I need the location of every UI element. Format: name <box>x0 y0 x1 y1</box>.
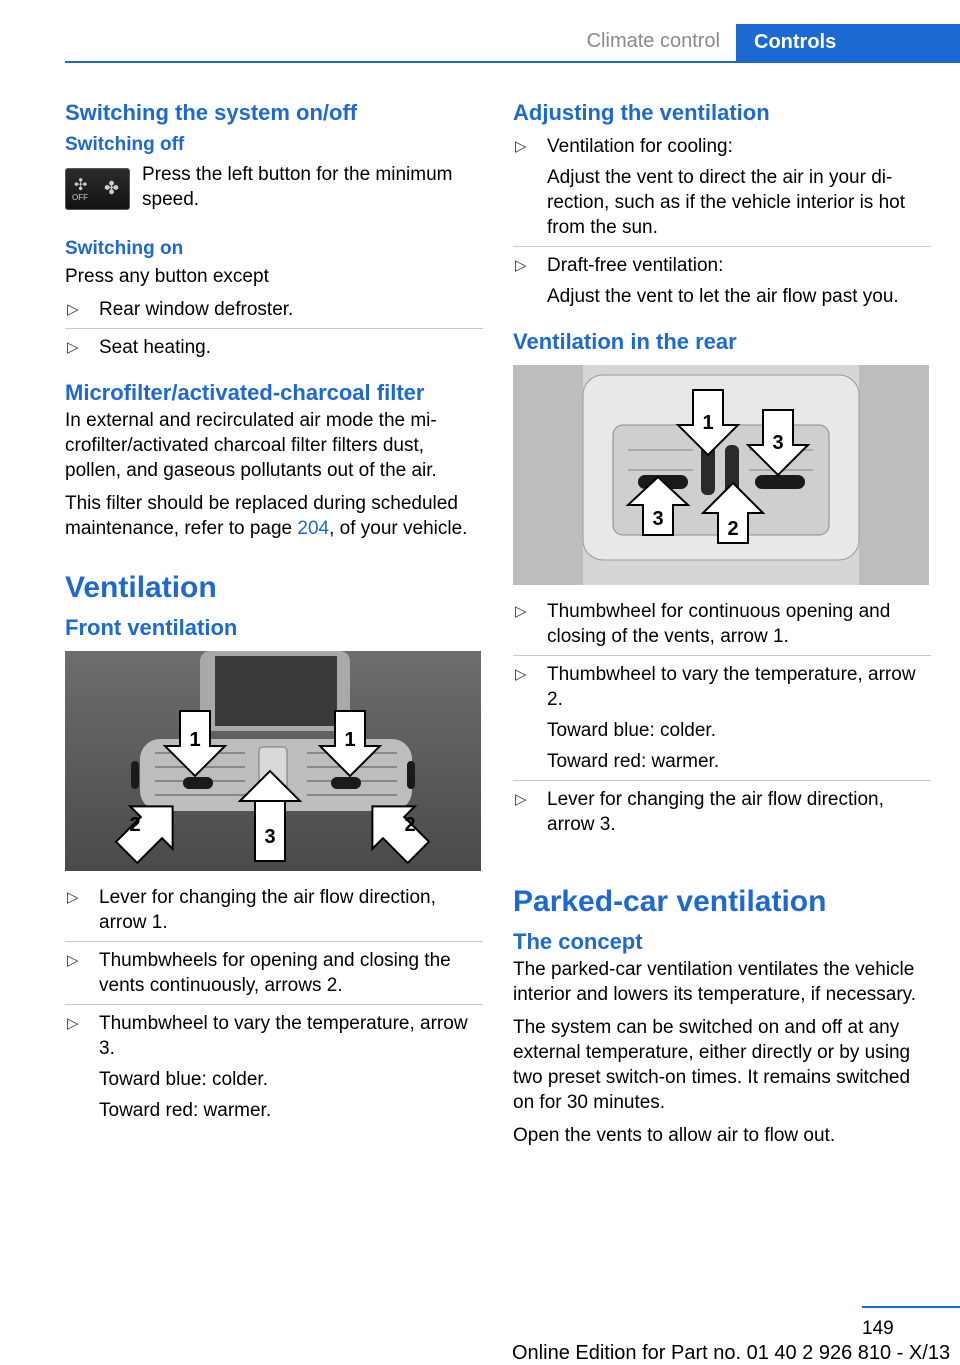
filter-heading: Microfilter/activated-charcoal filter <box>65 380 425 405</box>
left-column <box>65 100 483 1139</box>
right-column <box>513 100 931 1156</box>
bullet-triangle-icon: ▷ <box>515 138 527 155</box>
list-item: ▷ Ventilation for cooling: Adjust the vent to direct the air in your direction, such as if the vehicle interior is hot from the sun. <box>513 134 931 247</box>
page-link[interactable]: 204 <box>297 518 330 539</box>
bullet-triangle-icon: ▷ <box>67 339 79 356</box>
edition-footer: Online Edition for Part no. 01 40 2 926 810 - X/13 <box>512 1342 951 1364</box>
switching-system-heading: Switching the system on/off <box>65 100 358 125</box>
list-item: ▷ Draft-free ventilation: Adjust the vent to let the air flow past you. <box>515 255 899 307</box>
list-item: ▷ Lever for changing the air flow direction, arrow 3. <box>515 789 884 835</box>
filter-paragraph-2: This filter should be replaced during scheduled maintenance, refer to page 204, of your vehicle. <box>65 493 468 539</box>
figure-label: 1 <box>189 729 201 751</box>
figure-label: 3 <box>264 826 276 848</box>
parked-paragraph-3: Open the vents to allow air to flow out. <box>513 1125 836 1146</box>
switching-off-text: Press the left button for the minimum speed. <box>142 164 453 210</box>
front-ventilation-heading: Front ventilation <box>65 615 238 640</box>
bullet-triangle-icon: ▷ <box>67 889 79 906</box>
switching-on-list <box>65 297 483 366</box>
figure-label: 2 <box>727 518 739 540</box>
bullet-triangle-icon: ▷ <box>515 603 527 620</box>
footer-rule <box>862 1306 960 1308</box>
list-item: ▷ Rear window defroster. <box>65 297 483 329</box>
figure-label: 1 <box>702 412 714 434</box>
page-header <box>65 24 960 63</box>
rear-ventilation-figure <box>513 365 929 585</box>
filter-paragraph-1: In external and recirculated air mode the microfilter/activated charcoal filter filters dust, pollen, and gaseous pollutants out of the air. <box>65 410 437 481</box>
list-item: ▷ Lever for changing the air flow direction, arrow 1. <box>65 885 483 942</box>
list-item: ▷ Thumbwheel to vary the temperature, arrow 3. Toward blue: colder. Toward red: warmer. <box>67 1013 468 1121</box>
bullet-triangle-icon: ▷ <box>515 666 527 683</box>
header-section-title: Climate control <box>586 30 720 52</box>
bullet-triangle-icon: ▷ <box>515 257 527 274</box>
adjusting-ventilation-list <box>513 134 931 315</box>
bullet-triangle-icon: ▷ <box>67 952 79 969</box>
switching-off-heading: Switching off <box>65 134 185 155</box>
list-item: ▷ Seat heating. <box>67 337 211 358</box>
fan-off-label: OFF <box>72 193 88 202</box>
fan-off-button-icon: ✣ OFF ✤ <box>65 168 130 210</box>
rear-ventilation-heading: Ventilation in the rear <box>513 329 737 354</box>
ventilation-heading: Ventilation <box>65 571 217 604</box>
rear-ventilation-list <box>513 599 931 843</box>
figure-label: 2 <box>129 814 141 836</box>
page-number: 149 <box>862 1318 894 1339</box>
figure-label: 3 <box>652 508 664 530</box>
figure-label: 1 <box>344 729 356 751</box>
parked-car-ventilation-heading: Parked-car ventilation <box>513 885 827 918</box>
switching-on-heading: Switching on <box>65 238 184 259</box>
front-ventilation-figure <box>65 651 481 871</box>
list-item: ▷ Thumbwheels for opening and closing the vents continuously, arrows 2. <box>65 948 483 1005</box>
list-item: ▷ Thumbwheel to vary the temperature, arrow 2. Toward blue: colder. Toward red: warmer. <box>513 662 931 781</box>
switching-on-intro: Press any button except <box>65 266 269 287</box>
parked-paragraph-2: The system can be switched on and off at any external temperature, either directly or by using two preset switch-on times. It remains switched on for 30 minutes. <box>513 1017 911 1113</box>
bullet-triangle-icon: ▷ <box>67 301 79 318</box>
switching-off-row <box>65 162 483 212</box>
bullet-triangle-icon: ▷ <box>67 1015 79 1032</box>
bullet-triangle-icon: ▷ <box>515 791 527 808</box>
concept-heading: The concept <box>513 929 643 954</box>
figure-label: 2 <box>404 814 416 836</box>
header-tab-controls[interactable]: Controls <box>736 24 960 61</box>
list-item: ▷ Thumbwheel for continuous opening and closing of the vents, arrow 1. <box>513 599 931 656</box>
front-ventilation-list <box>65 885 483 1129</box>
figure-label: 3 <box>772 432 784 454</box>
parked-paragraph-1: The parked-car ventilation ventilates the vehicle interior and lowers its temperature, if necessary. <box>513 959 917 1005</box>
adjusting-ventilation-heading: Adjusting the ventilation <box>513 100 770 125</box>
